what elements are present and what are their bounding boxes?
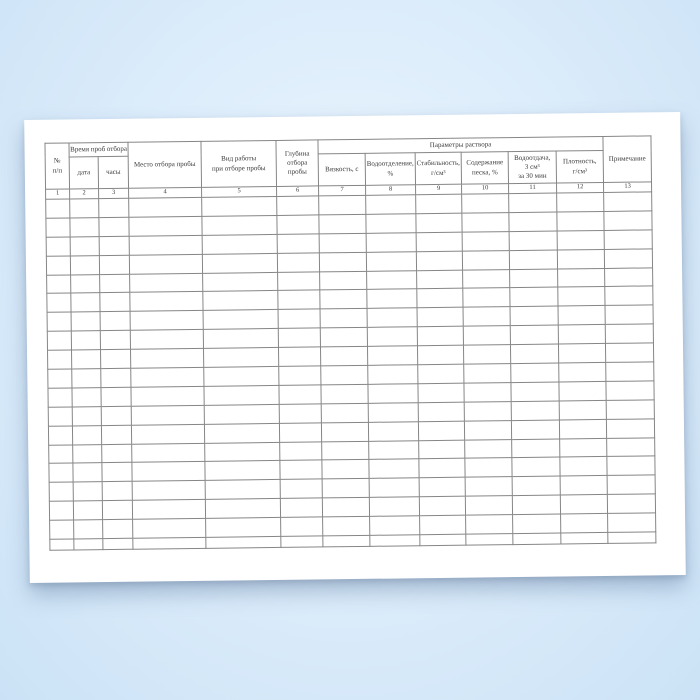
empty-cell	[607, 475, 655, 494]
empty-cell	[203, 272, 278, 292]
column-number: 12	[557, 182, 604, 193]
empty-cell	[511, 420, 559, 439]
empty-cell	[463, 345, 510, 364]
empty-cell	[367, 346, 417, 366]
empty-cell	[462, 213, 509, 232]
empty-cell	[202, 234, 277, 254]
empty-cell	[129, 254, 202, 274]
empty-cell	[103, 519, 133, 538]
empty-cell	[71, 293, 100, 312]
empty-cell	[131, 348, 204, 368]
empty-cell	[49, 445, 73, 464]
empty-cell	[369, 440, 419, 460]
empty-cell	[99, 198, 129, 217]
empty-cell	[322, 460, 369, 479]
empty-cell	[509, 212, 557, 231]
empty-cell	[204, 404, 279, 424]
empty-cell	[416, 232, 462, 251]
column-number: 5	[202, 186, 277, 197]
empty-cell	[509, 193, 557, 212]
empty-cell	[203, 310, 278, 330]
empty-cell	[367, 289, 417, 309]
header-viscosity: Вязкость, с	[318, 153, 365, 186]
empty-cell	[559, 419, 606, 438]
empty-cell	[463, 326, 510, 345]
empty-cell	[511, 382, 559, 401]
empty-cell	[321, 403, 368, 422]
empty-cell	[129, 216, 202, 236]
empty-cell	[204, 385, 279, 405]
empty-cell	[101, 349, 131, 368]
empty-cell	[606, 381, 654, 400]
empty-cell	[510, 287, 558, 306]
empty-cell	[510, 344, 558, 363]
empty-cell	[46, 218, 70, 237]
empty-cell	[47, 331, 71, 350]
empty-cell	[205, 480, 280, 500]
empty-cell	[420, 515, 466, 534]
empty-cell	[73, 444, 102, 463]
empty-cell	[320, 271, 367, 290]
empty-cell	[560, 476, 607, 495]
empty-cell	[279, 366, 321, 385]
empty-cell	[132, 500, 205, 520]
empty-cell	[561, 532, 608, 544]
empty-cell	[557, 211, 604, 230]
empty-cell	[100, 312, 130, 331]
column-number: 6	[277, 186, 319, 197]
empty-cell	[368, 403, 418, 423]
header-water-separation: Водоотделение, %	[365, 153, 415, 186]
empty-cell	[605, 305, 653, 324]
empty-cell	[71, 331, 100, 350]
empty-cell	[607, 494, 655, 513]
empty-cell	[367, 327, 417, 347]
empty-cell	[463, 269, 510, 288]
empty-cell	[558, 325, 605, 344]
empty-cell	[99, 255, 129, 274]
column-number: 9	[416, 184, 462, 195]
empty-cell	[462, 250, 509, 269]
empty-cell	[320, 346, 367, 365]
empty-cell	[323, 516, 370, 535]
header-density: Плотность, г/см³	[556, 150, 603, 183]
empty-cell	[100, 330, 130, 349]
empty-cell	[74, 539, 103, 550]
empty-cell	[463, 307, 510, 326]
empty-cell	[281, 536, 323, 548]
empty-cell	[420, 534, 466, 546]
mortar-sample-log-table	[44, 135, 656, 550]
empty-cell	[370, 516, 420, 536]
empty-cell	[465, 439, 512, 458]
empty-cell	[320, 328, 367, 347]
empty-cell	[418, 364, 464, 383]
empty-cell	[73, 463, 102, 482]
empty-cell	[606, 419, 654, 438]
empty-cell	[132, 443, 205, 463]
empty-cell	[132, 481, 205, 501]
empty-cell	[46, 199, 70, 218]
empty-cell	[279, 385, 321, 404]
empty-cell	[202, 196, 277, 216]
empty-cell	[465, 458, 512, 477]
empty-cell	[70, 218, 99, 237]
empty-cell	[606, 362, 654, 381]
empty-cell	[281, 517, 323, 536]
column-number: 4	[129, 187, 202, 198]
empty-cell	[322, 498, 369, 517]
empty-cell	[320, 290, 367, 309]
empty-cell	[509, 250, 557, 269]
empty-cell	[466, 534, 513, 546]
empty-cell	[606, 400, 654, 419]
empty-cell	[48, 426, 72, 445]
empty-cell	[608, 513, 656, 532]
empty-cell	[50, 539, 74, 550]
empty-cell	[204, 366, 279, 386]
header-group-sample-time: Время проб отбора	[69, 142, 128, 157]
empty-cell	[417, 326, 463, 345]
column-number: 13	[604, 182, 652, 193]
empty-cell	[131, 405, 204, 425]
header-stability: Стабильность, г/см³	[415, 152, 461, 185]
empty-cell	[204, 423, 279, 443]
empty-cell	[320, 309, 367, 328]
table-body	[46, 192, 656, 550]
empty-cell	[369, 497, 419, 517]
empty-cell	[278, 328, 320, 347]
empty-cell	[369, 478, 419, 498]
empty-cell	[419, 478, 465, 497]
empty-cell	[558, 306, 605, 325]
empty-cell	[512, 439, 560, 458]
empty-cell	[321, 422, 368, 441]
empty-cell	[510, 306, 558, 325]
empty-cell	[512, 457, 560, 476]
empty-cell	[513, 514, 561, 533]
empty-cell	[131, 424, 204, 444]
empty-cell	[101, 387, 131, 406]
empty-cell	[605, 267, 653, 286]
empty-cell	[133, 537, 206, 549]
empty-cell	[131, 386, 204, 406]
empty-cell	[419, 496, 465, 515]
empty-cell	[46, 237, 70, 256]
empty-cell	[418, 421, 464, 440]
header-sample-place: Место отбора пробы	[128, 141, 202, 188]
empty-cell	[206, 536, 281, 548]
empty-cell	[368, 384, 418, 404]
column-number: 3	[99, 188, 129, 198]
empty-cell	[558, 344, 605, 363]
column-number: 7	[319, 185, 366, 196]
empty-cell	[323, 535, 370, 547]
empty-cell	[466, 515, 513, 534]
empty-cell	[73, 482, 102, 501]
empty-cell	[321, 365, 368, 384]
empty-cell	[319, 233, 366, 252]
empty-cell	[49, 482, 73, 501]
empty-cell	[70, 255, 99, 274]
empty-cell	[366, 251, 416, 271]
column-number: 10	[462, 184, 509, 195]
empty-cell	[418, 383, 464, 402]
empty-cell	[464, 364, 511, 383]
empty-cell	[50, 520, 74, 539]
empty-cell	[48, 407, 72, 426]
empty-cell	[321, 384, 368, 403]
empty-cell	[605, 343, 653, 362]
empty-cell	[607, 437, 655, 456]
empty-cell	[47, 312, 71, 331]
empty-cell	[72, 369, 101, 388]
header-work-type: Вид работы при отборе пробы	[201, 140, 277, 187]
empty-cell	[511, 363, 559, 382]
empty-cell	[604, 230, 652, 249]
empty-cell	[464, 383, 511, 402]
empty-cell	[462, 231, 509, 250]
empty-cell	[416, 194, 462, 213]
empty-cell	[202, 253, 277, 273]
empty-cell	[366, 214, 416, 234]
empty-cell	[278, 309, 320, 328]
empty-cell	[130, 330, 203, 350]
empty-cell	[465, 477, 512, 496]
empty-cell	[277, 234, 319, 253]
empty-cell	[47, 275, 71, 294]
empty-cell	[322, 441, 369, 460]
empty-cell	[319, 195, 366, 214]
empty-cell	[512, 476, 560, 495]
empty-cell	[202, 215, 277, 235]
empty-cell	[206, 518, 281, 538]
header-hours: часы	[98, 156, 128, 188]
empty-cell	[465, 496, 512, 515]
empty-cell	[607, 456, 655, 475]
empty-cell	[319, 252, 366, 271]
column-number: 2	[70, 189, 99, 199]
empty-cell	[280, 460, 322, 479]
empty-cell	[604, 192, 652, 211]
empty-cell	[99, 217, 129, 236]
header-no: № п/п	[45, 143, 70, 189]
empty-cell	[72, 350, 101, 369]
empty-cell	[509, 231, 557, 250]
header-group-mortar-params: Параметры раствора	[318, 136, 603, 153]
empty-cell	[512, 495, 560, 514]
empty-cell	[608, 532, 656, 544]
empty-cell	[205, 461, 280, 481]
empty-cell	[101, 425, 131, 444]
empty-cell	[558, 268, 605, 287]
empty-cell	[72, 388, 101, 407]
empty-cell	[559, 362, 606, 381]
document-page	[24, 112, 686, 583]
empty-cell	[277, 196, 319, 215]
empty-cell	[280, 498, 322, 517]
empty-cell	[557, 192, 604, 211]
empty-cell	[416, 251, 462, 270]
empty-cell	[129, 197, 202, 217]
empty-cell	[47, 293, 71, 312]
empty-cell	[416, 213, 462, 232]
empty-cell	[417, 308, 463, 327]
empty-cell	[102, 482, 132, 501]
empty-cell	[278, 290, 320, 309]
empty-cell	[417, 270, 463, 289]
empty-cell	[129, 235, 202, 255]
header-note: Примечание	[603, 136, 652, 183]
empty-cell	[559, 400, 606, 419]
empty-cell	[101, 406, 131, 425]
empty-cell	[558, 287, 605, 306]
empty-cell	[102, 444, 132, 463]
empty-cell	[277, 253, 319, 272]
empty-cell	[561, 514, 608, 533]
empty-cell	[604, 211, 652, 230]
empty-cell	[130, 292, 203, 312]
column-number: 8	[366, 185, 416, 196]
empty-cell	[130, 273, 203, 293]
empty-cell	[370, 535, 420, 547]
empty-cell	[71, 312, 100, 331]
empty-cell	[46, 256, 70, 275]
empty-cell	[101, 368, 131, 387]
empty-cell	[48, 388, 72, 407]
empty-cell	[513, 533, 561, 545]
empty-cell	[463, 288, 510, 307]
empty-cell	[462, 194, 509, 213]
empty-cell	[277, 215, 319, 234]
empty-cell	[511, 401, 559, 420]
empty-cell	[103, 538, 133, 549]
empty-cell	[72, 425, 101, 444]
empty-cell	[278, 271, 320, 290]
empty-cell	[559, 381, 606, 400]
empty-cell	[419, 459, 465, 478]
empty-cell	[102, 463, 132, 482]
empty-cell	[368, 421, 418, 441]
empty-cell	[369, 459, 419, 479]
empty-cell	[419, 440, 465, 459]
empty-cell	[417, 345, 463, 364]
header-sample-depth: Глубина отбора пробы	[276, 140, 319, 187]
empty-cell	[279, 404, 321, 423]
empty-cell	[73, 501, 102, 520]
empty-cell	[367, 308, 417, 328]
empty-cell	[205, 442, 280, 462]
empty-cell	[560, 495, 607, 514]
header-water-loss: Водоотдача, 3 см³ за 30 мин	[508, 151, 556, 184]
empty-cell	[132, 462, 205, 482]
empty-cell	[100, 274, 130, 293]
empty-cell	[100, 293, 130, 312]
empty-cell	[49, 501, 73, 520]
empty-cell	[560, 457, 607, 476]
header-date: дата	[69, 157, 98, 189]
empty-cell	[99, 236, 129, 255]
empty-cell	[319, 214, 366, 233]
empty-cell	[130, 311, 203, 331]
empty-cell	[278, 347, 320, 366]
empty-cell	[557, 230, 604, 249]
empty-cell	[131, 367, 204, 387]
empty-cell	[557, 249, 604, 268]
column-number: 1	[46, 189, 70, 199]
empty-cell	[203, 329, 278, 349]
empty-cell	[510, 325, 558, 344]
empty-cell	[71, 274, 100, 293]
empty-cell	[510, 269, 558, 288]
empty-cell	[367, 270, 417, 290]
empty-cell	[102, 500, 132, 519]
empty-cell	[418, 402, 464, 421]
empty-cell	[203, 291, 278, 311]
empty-cell	[464, 401, 511, 420]
empty-cell	[560, 438, 607, 457]
column-number: 11	[509, 183, 557, 194]
empty-cell	[417, 289, 463, 308]
empty-cell	[366, 195, 416, 215]
empty-cell	[280, 479, 322, 498]
empty-cell	[48, 350, 72, 369]
empty-cell	[322, 479, 369, 498]
empty-cell	[604, 249, 652, 268]
empty-cell	[205, 499, 280, 519]
empty-cell	[605, 286, 653, 305]
empty-cell	[133, 518, 206, 538]
empty-cell	[204, 348, 279, 368]
empty-cell	[49, 463, 73, 482]
empty-cell	[279, 423, 321, 442]
empty-cell	[368, 365, 418, 385]
empty-cell	[366, 233, 416, 253]
empty-cell	[48, 369, 72, 388]
empty-cell	[70, 236, 99, 255]
empty-cell	[280, 441, 322, 460]
empty-cell	[605, 324, 653, 343]
empty-cell	[74, 520, 103, 539]
empty-cell	[464, 420, 511, 439]
empty-cell	[70, 199, 99, 218]
empty-cell	[72, 406, 101, 425]
header-sand-content: Содержание песка, %	[461, 152, 508, 185]
